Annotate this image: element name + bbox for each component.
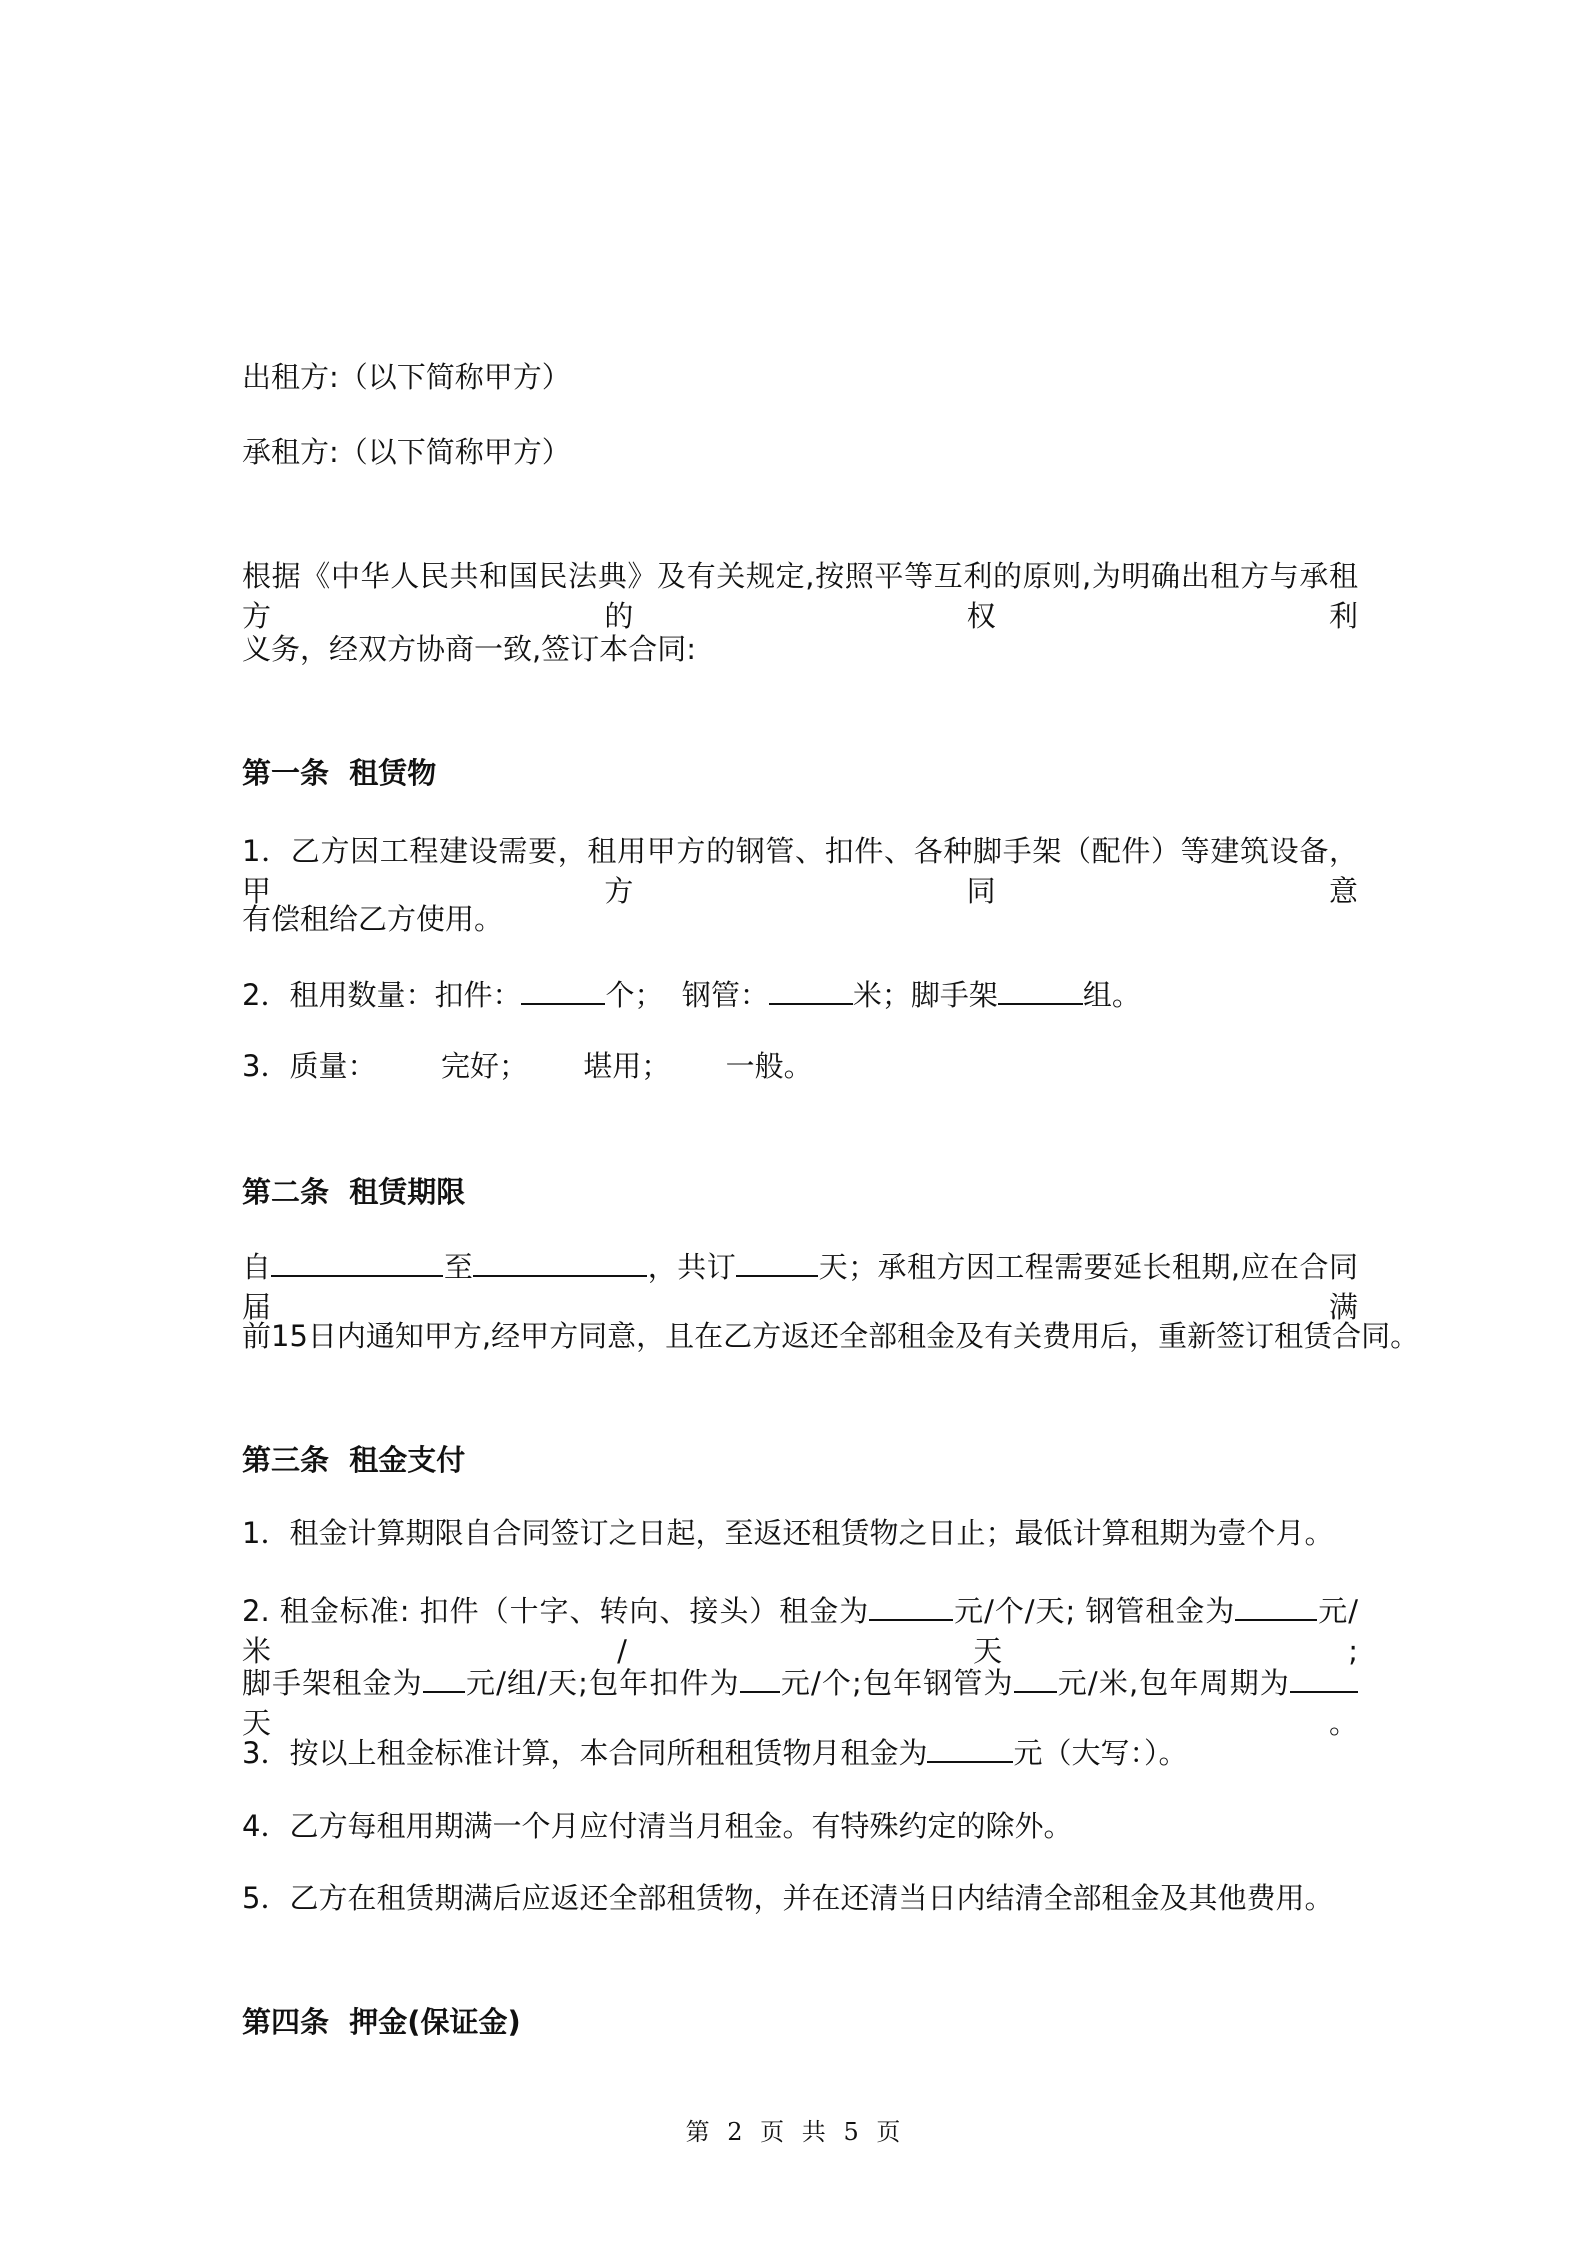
- text-segment: 4．乙方每租用期满一个月应付清当月租金。有特殊约定的除外。: [242, 1809, 1073, 1843]
- paragraph-line: [242, 1878, 1333, 1918]
- paragraph-line: [242, 432, 571, 472]
- text-segment: 元（大写：）。: [1013, 1736, 1188, 1770]
- text-segment: 元/米,包年周期为: [1056, 1666, 1290, 1700]
- text-segment: 1．乙方因工程建设需要，租用甲方的钢管、扣件、各种脚手架（配件）等建筑设备，甲方同意: [242, 834, 1358, 908]
- text-segment: 出租方:（以下简称甲方）: [242, 360, 571, 394]
- fill-in-blank[interactable]: [736, 1247, 818, 1277]
- fill-in-blank[interactable]: [271, 1247, 443, 1277]
- fill-in-blank[interactable]: [769, 975, 853, 1005]
- paragraph-line: [242, 1316, 1419, 1356]
- text-segment: 根据《中华人民共和国民法典》及有关规定,按照平等互利的原则,为明确出租方与承租方的权利: [242, 559, 1358, 633]
- fill-in-blank[interactable]: [521, 975, 605, 1005]
- text-segment: 自: [242, 1250, 272, 1284]
- paragraph-line: [242, 357, 571, 397]
- text-segment: 元/个;包年钢管为: [779, 1666, 1014, 1700]
- text-segment: 义务，经双方协商一致,签订本合同:: [242, 632, 696, 666]
- paragraph-line: [242, 1733, 1187, 1773]
- paragraph-line: [242, 1591, 1358, 1671]
- text-segment: 3．质量： 完好； 堪用； 一般。: [242, 1049, 813, 1083]
- text-segment: 个； 钢管：: [605, 978, 769, 1012]
- paragraph-line: [242, 556, 1358, 636]
- text-segment: ，共订: [647, 1250, 737, 1284]
- text-segment: 2. 租金标准: 扣件（十字、转向、接头）租金为: [242, 1594, 870, 1628]
- article-heading: [242, 2002, 521, 2042]
- fill-in-blank[interactable]: [1235, 1591, 1317, 1621]
- text-segment: 第一条 租赁物: [242, 756, 437, 790]
- paragraph-line: [242, 1663, 1358, 1743]
- paragraph-line: [242, 1513, 1333, 1553]
- paragraph-line: [242, 1806, 1072, 1846]
- fill-in-blank[interactable]: [740, 1663, 780, 1693]
- text-segment: 天；承租方因工程需要延长租期,应在合同届满: [242, 1250, 1358, 1324]
- text-segment: 2．租用数量：扣件：: [242, 978, 522, 1012]
- article-heading: [242, 753, 436, 793]
- text-segment: 有偿租给乙方使用。: [242, 902, 504, 936]
- page-footer: 第 2 页 共 5 页: [685, 2118, 901, 2146]
- paragraph-line: [242, 899, 503, 939]
- text-segment: 组。: [1082, 978, 1141, 1012]
- fill-in-blank[interactable]: [869, 1591, 953, 1621]
- text-segment: 至: [443, 1250, 474, 1284]
- fill-in-blank[interactable]: [1014, 1663, 1057, 1693]
- paragraph-line: [242, 629, 696, 669]
- fill-in-blank[interactable]: [1290, 1663, 1358, 1693]
- paragraph-line: [242, 975, 1141, 1015]
- article-heading: [242, 1172, 465, 1212]
- text-segment: 1．租金计算期限自合同签订之日起，至返还租赁物之日止；最低计算租期为壹个月。: [242, 1516, 1334, 1550]
- paragraph-line: [242, 1247, 1358, 1327]
- paragraph-line: [242, 1046, 813, 1086]
- text-segment: 元/组/天;包年扣件为: [464, 1666, 740, 1700]
- text-segment: 前15日内通知甲方,经甲方同意，且在乙方返还全部租金及有关费用后，重新签订租赁合同。: [242, 1319, 1420, 1353]
- text-segment: 第四条 押金(保证金): [242, 2005, 521, 2039]
- text-segment: 元/米/天;: [242, 1594, 1358, 1668]
- fill-in-blank[interactable]: [998, 975, 1083, 1005]
- fill-in-blank[interactable]: [927, 1733, 1013, 1763]
- fill-in-blank[interactable]: [473, 1247, 647, 1277]
- text-segment: 天。: [242, 1706, 1358, 1740]
- text-segment: 元/个/天; 钢管租金为: [953, 1594, 1236, 1628]
- text-segment: 5．乙方在租赁期满后应返还全部租赁物，并在还清当日内结清全部租金及其他费用。: [242, 1881, 1334, 1915]
- text-segment: 米；脚手架: [852, 978, 998, 1012]
- text-segment: 3．按以上租金标准计算，本合同所租租赁物月租金为: [242, 1736, 928, 1770]
- text-segment: 第二条 租赁期限: [242, 1175, 466, 1209]
- text-segment: 承租方:（以下简称甲方）: [242, 435, 571, 469]
- text-segment: 第三条 租金支付: [242, 1443, 466, 1477]
- fill-in-blank[interactable]: [423, 1663, 465, 1693]
- article-heading: [242, 1440, 465, 1480]
- text-segment: 脚手架租金为: [242, 1666, 423, 1700]
